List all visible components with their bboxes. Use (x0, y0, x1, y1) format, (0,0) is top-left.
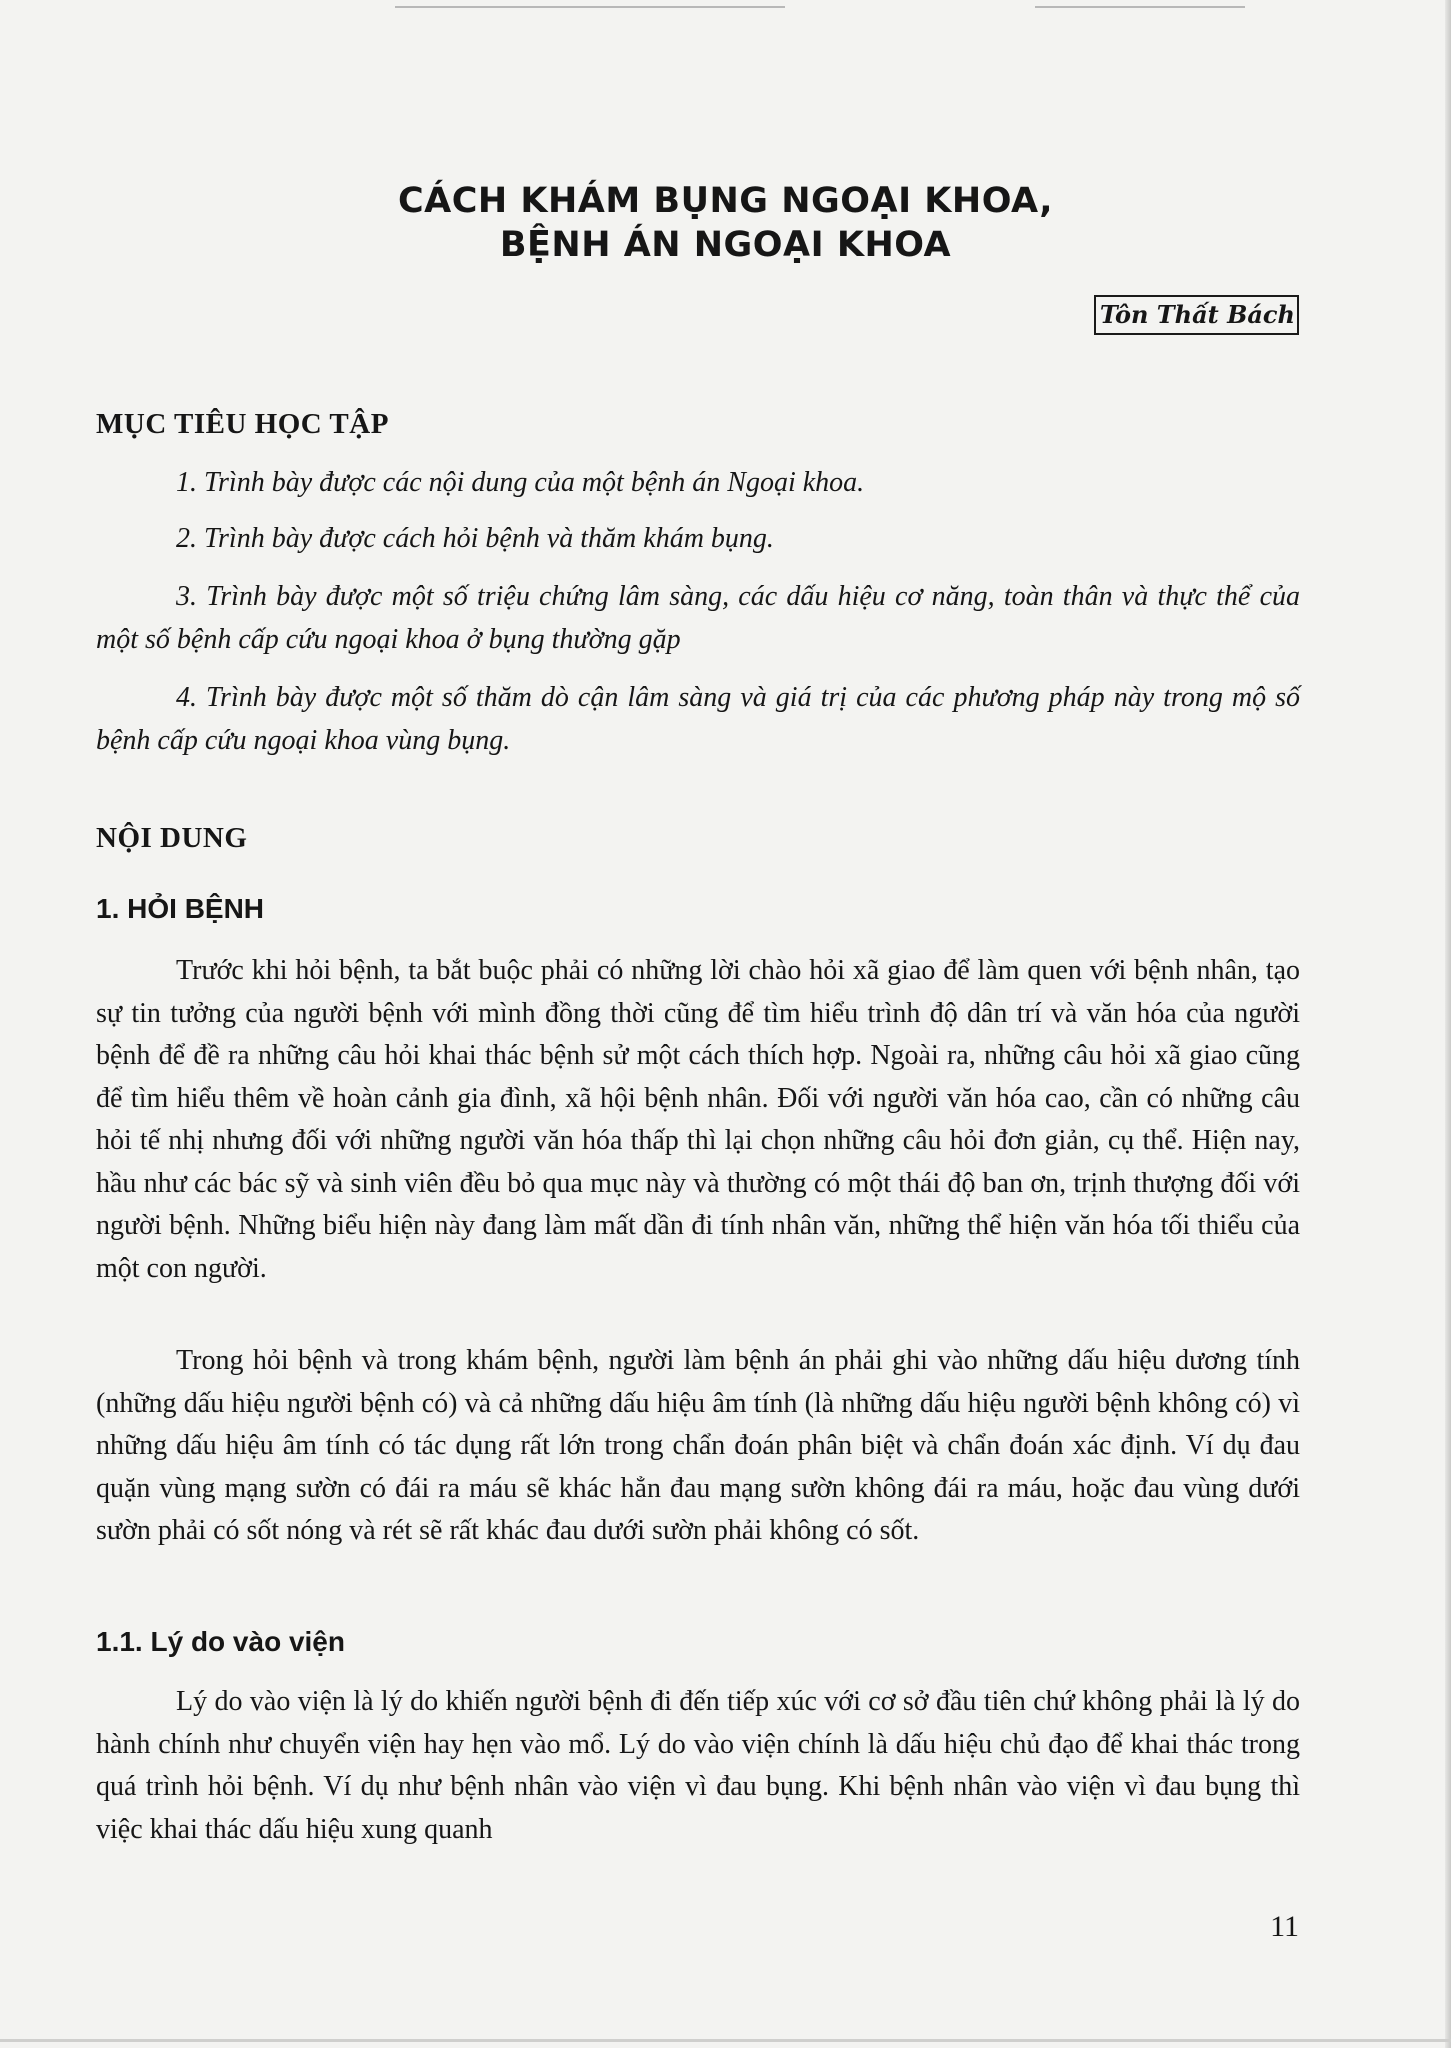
objectives-heading: MỤC TIÊU HỌC TẬP (96, 408, 389, 440)
section-1-paragraph: Trước khi hỏi bệnh, ta bắt buộc phải có những lời chào hỏi xã giao để làm quen với bệnh nhân, tạo sự tin tưởng của người bệnh với mình đồng thời cũng để tìm hiểu trình độ dân trí và văn hóa của người bệnh để đề ra những câu hỏi khai thác bệnh sử một cách thích hợp. Ngoài ra, những câu hỏi xã giao cũng để tìm hiểu thêm về hoàn cảnh gia đình, xã hội bệnh nhân. Đối với người văn hóa cao, cần có những câu hỏi tế nhị nhưng đối với những người văn hóa thấp thì lại chọn những câu hỏi đơn giản, cụ thể. Hiện nay, hầu như các bác sỹ và sinh viên đều bỏ qua mục này và thường có một thái độ ban ơn, trịnh thượng đối với người bệnh. Những biểu hiện này đang làm mất dần đi tính nhân văn, những thể hiện văn hóa tối thiểu của một con người. (96, 955, 1300, 1284)
objective-item: 1. Trình bày được các nội dung của một bệnh án Ngoại khoa. (176, 467, 865, 498)
document-title-line-2: BỆNH ÁN NGOẠI KHOA (499, 225, 952, 265)
objective-item: 2. Trình bày được cách hỏi bệnh và thăm khám bụng. (176, 523, 774, 554)
section-1-paragraph: Trong hỏi bệnh và trong khám bệnh, người làm bệnh án phải ghi vào những dấu hiệu dương tính (những dấu hiệu người bệnh có) và cả những dấu hiệu âm tính (là những dấu hiệu người bệnh không có) vì những dấu hiệu âm tính có tác dụng rất lớn trong chẩn đoán phân biệt và chẩn đoán xác định. Ví dụ đau quặn vùng mạng sườn có đái ra máu sẽ khác hẳn đau mạng sườn không đái ra máu, hoặc đau vùng dưới sườn phải có sốt nóng và rét sẽ rất khác đau dưới sườn phải không có sốt. (96, 1345, 1300, 1546)
document-title-line-1: CÁCH KHÁM BỤNG NGOẠI KHOA, (397, 181, 1054, 221)
section-1-1-paragraph: Lý do vào viện là lý do khiến người bệnh đi đến tiếp xúc với cơ sở đầu tiên chứ không phải là lý do hành chính như chuyển viện hay hẹn vào mổ. Lý do vào viện chính là dấu hiệu chủ đạo để khai thác trong quá trình hỏi bệnh. Ví dụ như bệnh nhân vào viện vì đau bụng. Khi bệnh nhân vào viện vì đau bụng thì việc khai thác dấu hiệu xung quanh (96, 1686, 1300, 1845)
author-name: Tôn Thất Bách (1094, 295, 1299, 335)
scan-page-edge (1445, 0, 1451, 2048)
scan-edge-line (395, 6, 785, 8)
section-1-heading: 1. HỎI BỆNH (96, 893, 265, 924)
objective-item: 4. Trình bày được một số thăm dò cận lâm sàng và giá trị của các phương pháp này trong mộ số bệnh cấp cứu ngoại khoa vùng bụng. (96, 682, 1300, 756)
content-heading: NỘI DUNG (96, 822, 248, 854)
page-number: 11 (1270, 1910, 1299, 1943)
scan-edge-line (1035, 6, 1245, 8)
section-1-1-heading: 1.1. Lý do vào viện (96, 1626, 345, 1657)
scan-edge-line (0, 2039, 1451, 2042)
objective-item: 3. Trình bày được một số triệu chứng lâm sàng, các dấu hiệu cơ năng, toàn thân và thực thể của một số bệnh cấp cứu ngoại khoa ở bụng thường gặp (96, 581, 1300, 655)
